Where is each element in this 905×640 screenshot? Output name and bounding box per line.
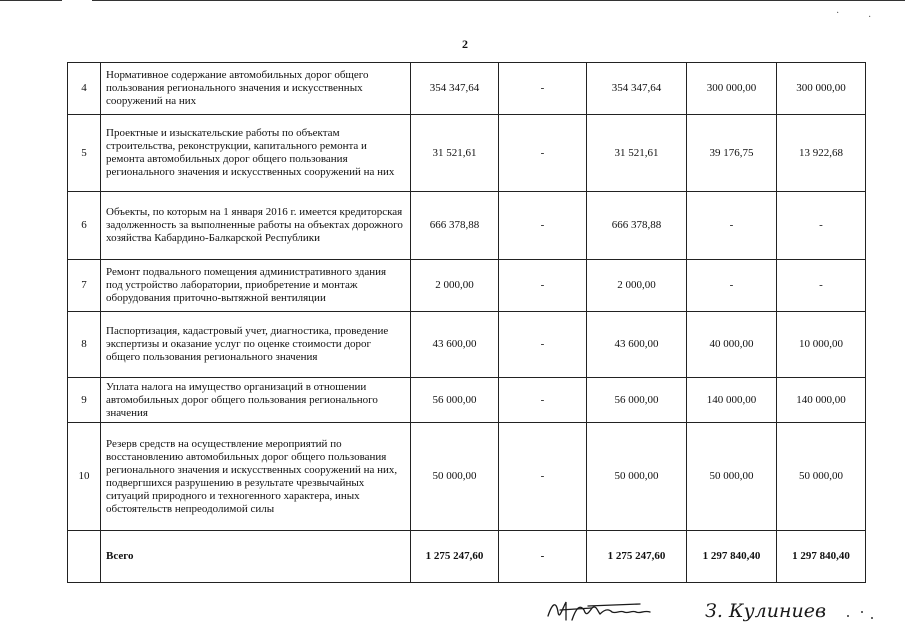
amount-cell: -: [499, 260, 587, 312]
table-row: [68, 378, 866, 423]
top-rule-right: [92, 0, 905, 1]
amount-cell: -: [687, 260, 777, 312]
row-number-cell: 8: [68, 312, 101, 378]
amount-cell: -: [499, 115, 587, 192]
amount-cell: 39 176,75: [687, 115, 777, 192]
amount-cell: 43 600,00: [587, 312, 687, 378]
row-number-cell: 10: [68, 423, 101, 531]
item-name-cell: Всего: [101, 531, 411, 583]
table-body: [68, 63, 866, 583]
budget-table: [67, 62, 866, 583]
amount-cell: 31 521,61: [411, 115, 499, 192]
table-row: [68, 192, 866, 260]
table-row: [68, 260, 866, 312]
amount-cell: 354 347,64: [411, 63, 499, 115]
amount-cell: 56 000,00: [587, 378, 687, 423]
amount-cell: 666 378,88: [411, 192, 499, 260]
amount-cell: 13 922,68: [777, 115, 866, 192]
item-name-cell: Нормативное содержание автомобильных дорог общего пользования регионального значения и искусственных сооружений на них: [101, 63, 411, 115]
amount-cell: 50 000,00: [411, 423, 499, 531]
top-rule-left: [0, 0, 62, 1]
amount-cell: 300 000,00: [777, 63, 866, 115]
amount-cell: 1 297 840,40: [777, 531, 866, 583]
scan-speck: ·: [868, 12, 872, 23]
scan-speck: ·: [836, 8, 840, 19]
row-number-cell: 7: [68, 260, 101, 312]
amount-cell: -: [777, 260, 866, 312]
amount-cell: 50 000,00: [777, 423, 866, 531]
table-row: [68, 63, 866, 115]
item-name-cell: Ремонт подвального помещения административного здания под устройство лаборатории, приобретение и монтаж оборудования приточно-вытяжной вентиляции: [101, 260, 411, 312]
amount-cell: 300 000,00: [687, 63, 777, 115]
item-name-cell: Проектные и изыскательские работы по объектам строительства, реконструкции, капитального ремонта и ремонта автомобильных дорог общего пользования регионального значения и искусственных сооружений на них: [101, 115, 411, 192]
amount-cell: 1 275 247,60: [587, 531, 687, 583]
amount-cell: 40 000,00: [687, 312, 777, 378]
amount-cell: -: [499, 531, 587, 583]
item-name-cell: Резерв средств на осуществление мероприятий по восстановлению автомобильных дорог общего пользования регионального значения и искусственных сооружений на них, подвергшихся разрушению в результате чрезвычайных ситуаций природного и техногенного характера, иных обстоятельств непреодолимой силы: [101, 423, 411, 531]
table-row: [68, 312, 866, 378]
amount-cell: -: [499, 423, 587, 531]
amount-cell: 140 000,00: [777, 378, 866, 423]
item-name-cell: Объекты, по которым на 1 января 2016 г. имеется кредиторская задолженность за выполненные работы на объектах дорожного хозяйства Кабардино-Балкарской Республики: [101, 192, 411, 260]
amount-cell: 666 378,88: [587, 192, 687, 260]
signature-right: З. Кулиниев: [705, 600, 827, 622]
amount-cell: 354 347,64: [587, 63, 687, 115]
item-name-cell: Паспортизация, кадастровый учет, диагностика, проведение экспертизы и оказание услуг по оценке стоимости дорог общего пользования регионального значения: [101, 312, 411, 378]
row-number-cell: 4: [68, 63, 101, 115]
amount-cell: 2 000,00: [411, 260, 499, 312]
row-number-cell: 6: [68, 192, 101, 260]
amount-cell: 50 000,00: [687, 423, 777, 531]
total-row: [68, 531, 866, 583]
amount-cell: -: [499, 63, 587, 115]
amount-cell: 31 521,61: [587, 115, 687, 192]
table-row: [68, 423, 866, 531]
amount-cell: -: [777, 192, 866, 260]
amount-cell: -: [687, 192, 777, 260]
signatures: [0, 590, 905, 630]
table-row: [68, 115, 866, 192]
page-number: 2: [462, 37, 468, 51]
row-number-cell: [68, 531, 101, 583]
signature-left: [548, 602, 650, 620]
amount-cell: 56 000,00: [411, 378, 499, 423]
item-name-cell: Уплата налога на имущество организаций в отношении автомобильных дорог общего пользования регионального значения: [101, 378, 411, 423]
amount-cell: -: [499, 378, 587, 423]
amount-cell: 2 000,00: [587, 260, 687, 312]
amount-cell: -: [499, 312, 587, 378]
row-number-cell: 9: [68, 378, 101, 423]
amount-cell: 1 297 840,40: [687, 531, 777, 583]
amount-cell: -: [499, 192, 587, 260]
amount-cell: 140 000,00: [687, 378, 777, 423]
amount-cell: 10 000,00: [777, 312, 866, 378]
amount-cell: 1 275 247,60: [411, 531, 499, 583]
amount-cell: 50 000,00: [587, 423, 687, 531]
amount-cell: 43 600,00: [411, 312, 499, 378]
row-number-cell: 5: [68, 115, 101, 192]
